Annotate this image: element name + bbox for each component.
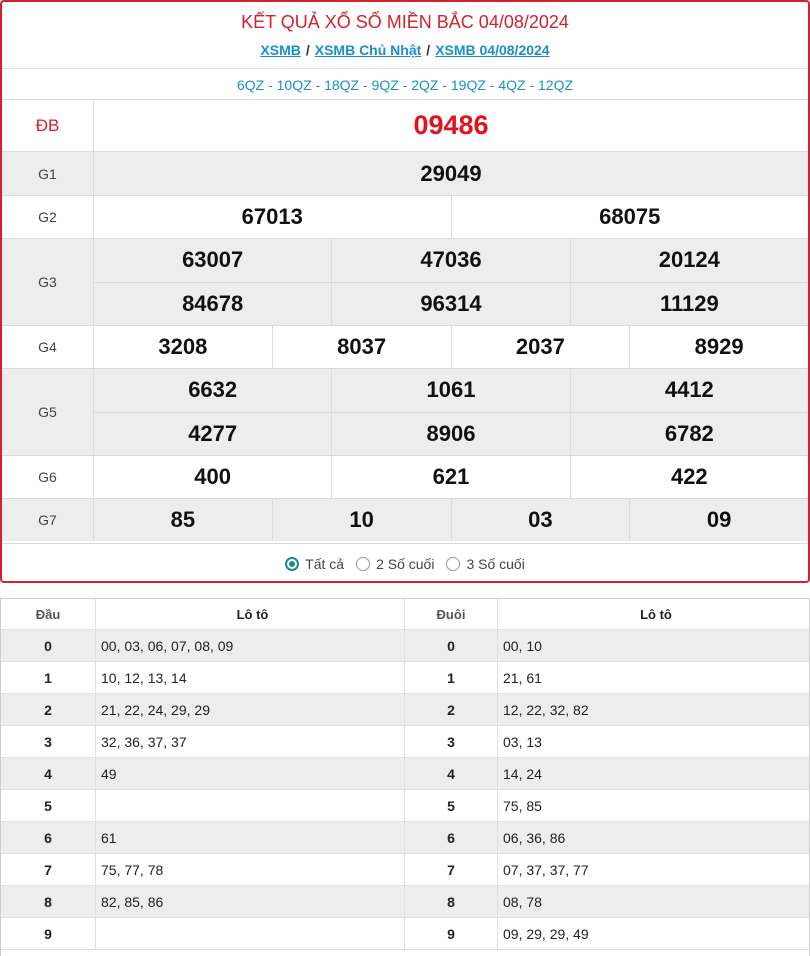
breadcrumb-separator: /: [305, 42, 310, 58]
prize-number: 03: [451, 499, 630, 541]
dau-digit: 2: [1, 694, 96, 725]
radio-icon[interactable]: [285, 557, 299, 571]
duoi-digit: 9: [405, 918, 498, 949]
loto-left: 32, 36, 37, 37: [96, 726, 405, 757]
header-loto-right: Lô tô: [640, 606, 672, 622]
prize-number: 85: [170, 507, 196, 532]
radio-icon[interactable]: [356, 557, 370, 571]
dau-digit: 0: [1, 630, 96, 661]
prize-number: 11129: [570, 283, 808, 326]
dau-digit: 1: [1, 662, 96, 693]
link-xsmb[interactable]: XSMB: [260, 42, 301, 58]
prize-label: G5: [2, 369, 94, 455]
duoi-digit: 3: [405, 726, 498, 757]
table-row: [1, 758, 809, 790]
loto-table: [0, 598, 810, 956]
prize-number: 84678: [182, 290, 244, 316]
loto-right: 00, 10: [503, 637, 542, 654]
prize-label: G6: [2, 456, 94, 498]
prize-number: 6632: [188, 377, 238, 403]
filter-option[interactable]: [356, 556, 434, 572]
prize-number: 10: [272, 499, 451, 541]
radio-icon[interactable]: [446, 557, 460, 571]
loto-left: [96, 918, 405, 949]
loto-right: 06, 36, 86: [503, 829, 566, 846]
duoi-digit: 5: [405, 790, 498, 821]
prize-row-g7: [2, 498, 808, 541]
dau-digit: 5: [1, 790, 96, 821]
duoi-digit: 0: [405, 630, 498, 661]
duoi-digit: 8: [405, 886, 498, 917]
prize-number: 1061: [331, 369, 569, 412]
filter-option-label: 3 Số cuối: [466, 555, 525, 572]
table-row: [1, 854, 809, 886]
prize-number: 96314: [331, 283, 569, 326]
prize-row-g6: [2, 455, 808, 498]
prize-table: [2, 99, 808, 541]
loto-right: 75, 85: [503, 797, 542, 814]
dau-digit: 6: [1, 822, 96, 853]
breadcrumb: [2, 42, 808, 68]
prize-number: 621: [331, 456, 569, 498]
loto-right: 14, 24: [503, 765, 542, 782]
prize-number: 47036: [331, 239, 569, 282]
loto-right: 12, 22, 32, 82: [503, 701, 589, 718]
filter-option[interactable]: [446, 556, 524, 572]
loto-left: 00, 03, 06, 07, 08, 09: [96, 630, 405, 661]
draw-codes: 6QZ - 10QZ - 18QZ - 9QZ - 2QZ - 19QZ - 4QZ - 12QZ: [2, 68, 808, 100]
prize-row-g5: [2, 368, 808, 455]
table-row: [1, 918, 809, 950]
table-row: [1, 662, 809, 694]
loto-right: 21, 61: [503, 669, 542, 686]
duoi-digit: 4: [405, 758, 498, 789]
prize-label: ĐB: [2, 100, 94, 151]
filter-option-label: Tất cả: [305, 555, 345, 572]
prize-number: 09: [629, 499, 808, 541]
prize-row-g1: [2, 151, 808, 195]
table-row: [1, 726, 809, 758]
breadcrumb-separator: /: [426, 42, 431, 58]
dau-digit: 9: [1, 918, 96, 949]
prize-number: 29049: [420, 160, 482, 186]
loto-right: 08, 78: [503, 893, 542, 910]
prize-row-g2: [2, 195, 808, 238]
link-xsmb-chu-nhat[interactable]: XSMB Chủ Nhật: [314, 42, 422, 58]
duoi-digit: 1: [405, 662, 498, 693]
filter-option[interactable]: [285, 556, 344, 572]
loto-left: 21, 22, 24, 29, 29: [96, 694, 405, 725]
loto-left: 61: [96, 822, 405, 853]
prize-label: G2: [2, 196, 94, 238]
prize-number: 2037: [451, 326, 630, 368]
prize-number: 63007: [182, 247, 244, 273]
header-dau: Đầu: [1, 599, 96, 629]
prize-label: G4: [2, 326, 94, 368]
prize-number: 8929: [629, 326, 808, 368]
dau-digit: 4: [1, 758, 96, 789]
loto-right: 03, 13: [503, 733, 542, 750]
prize-number: 400: [194, 464, 232, 489]
dau-digit: 3: [1, 726, 96, 757]
dau-digit: 8: [1, 886, 96, 917]
prize-row-db: [2, 99, 808, 151]
prize-number: 3208: [158, 334, 208, 359]
digit-filter: [2, 543, 808, 583]
prize-number: 09486: [413, 110, 489, 140]
table-row: [1, 822, 809, 854]
prize-number: 422: [570, 456, 808, 498]
loto-left: 82, 85, 86: [96, 886, 405, 917]
prize-number: 8037: [272, 326, 451, 368]
page-title: KẾT QUẢ XỔ SỐ MIỀN BẮC 04/08/2024: [241, 11, 569, 32]
prize-number: 68075: [451, 196, 809, 238]
duoi-digit: 6: [405, 822, 498, 853]
prize-label: G7: [2, 499, 94, 541]
header-loto-left: Lô tô: [96, 599, 405, 629]
duoi-digit: 2: [405, 694, 498, 725]
loto-left: 10, 12, 13, 14: [96, 662, 405, 693]
prize-label: G3: [2, 239, 94, 325]
prize-row-g4: [2, 325, 808, 368]
duoi-digit: 7: [405, 854, 498, 885]
prize-number: 4412: [570, 369, 808, 412]
prize-number: 20124: [570, 239, 808, 282]
loto-left: 49: [96, 758, 405, 789]
prize-number: 4277: [188, 420, 238, 446]
table-row: [1, 790, 809, 822]
loto-right: 09, 29, 29, 49: [503, 925, 589, 942]
loto-left: 75, 77, 78: [96, 854, 405, 885]
table-row: [1, 630, 809, 662]
prize-row-g3: [2, 238, 808, 325]
dau-digit: 7: [1, 854, 96, 885]
loto-left: [96, 790, 405, 821]
table-row: [1, 886, 809, 918]
header-duoi: Đuôi: [405, 599, 498, 629]
prize-number: 8906: [331, 413, 569, 456]
prize-number: 6782: [570, 413, 808, 456]
loto-right: 07, 37, 37, 77: [503, 861, 589, 878]
link-xsmb-date[interactable]: XSMB 04/08/2024: [435, 42, 550, 58]
prize-number: 67013: [241, 204, 303, 229]
filter-option-label: 2 Số cuối: [376, 555, 435, 572]
prize-label: G1: [2, 152, 94, 195]
table-row: [1, 694, 809, 726]
loto-header-row: [1, 599, 809, 630]
